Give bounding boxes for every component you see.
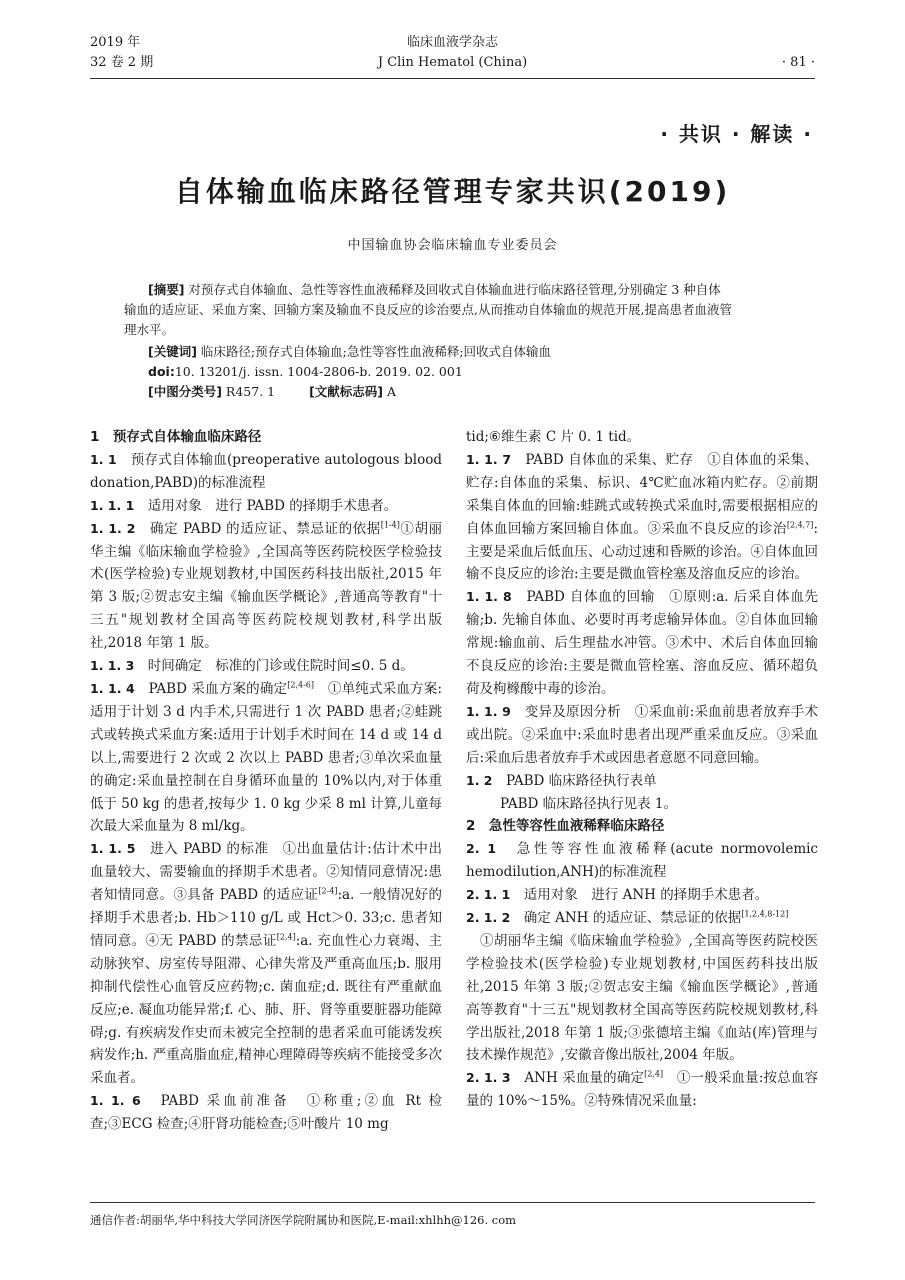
clause-text: PABD 自体血的采集、贮存 ①自体血的采集、贮存:自体血的采集、标识、4℃贮血冰箱内贮存。②前期采集自体血的回输:蛙跳式或转换式采血时,需要根据相应的自体血回输方案回输自体血。③采血不良反应的诊治 [466, 451, 818, 537]
paragraph-text: tid;⑥维生素 C 片 0. 1 tid。 [466, 429, 641, 445]
clause-text: 急性等容性血液稀释(acute normovolemic hemodilution,ANH)的标准流程 [466, 841, 818, 881]
paragraph-continuation [466, 930, 818, 1067]
abstract [124, 280, 794, 340]
clause-number: 1. 1. 6 [90, 1093, 141, 1109]
numbered-paragraph [466, 838, 818, 884]
doi-label: doi: [148, 364, 175, 379]
clause-text: 变异及原因分析 ①采血前:采血前患者放弃手术或出院。②采血中:采血时患者出现严重采血反应。③采血后:采血后患者放弃手术或因患者意愿不同意回输。 [466, 703, 819, 766]
clc-value: R457. 1 [225, 384, 276, 399]
footnote-rule [90, 1202, 815, 1203]
clause-text: 适用对象 进行 PABD 的择期手术患者。 [147, 497, 398, 514]
numbered-paragraph [90, 655, 442, 678]
clause-text: PABD 自体血的回输 ①原则:a. 后采自体血先输;b. 先输自体血、必要时再考虑输异体血。②自体血回输常规:输血前、后生理盐水冲管。③术中、术后自体血回输不良反应的诊治:主要是微血管栓塞、溶血反应、循环超负荷及枸橼酸中毒的诊治。 [466, 589, 819, 697]
doccode-label: [文献标志码] [309, 384, 383, 399]
header-page-number: · 81 · [781, 55, 815, 70]
section-heading-text: 急性等容性血液稀释临床路径 [488, 818, 665, 835]
keywords-label: [关键词] [148, 344, 197, 359]
clause-number: 1. 1. 5 [90, 841, 136, 857]
header-year: 2019 年 [90, 35, 141, 50]
section-number: 1 [90, 429, 100, 445]
citation-ref: [2,4] [276, 932, 296, 942]
numbered-paragraph [90, 838, 442, 1090]
citation-ref: [2,4,7] [786, 520, 814, 530]
clause-text: 进入 PABD 的标准 ①出血量估计:估计术中出血量较大、需要输血的择期手术患者。②知情同意情况:患者知情同意。③具备 PABD 的适应证 [90, 841, 443, 904]
citation-ref: [2-4] [318, 886, 338, 896]
clause-number: 1. 1. 4 [90, 680, 135, 696]
right-column [466, 426, 818, 1113]
doi-row [148, 362, 463, 382]
clause-text: 适用对象 进行 ANH 的择期手术患者。 [523, 887, 769, 904]
footnote: 通信作者:胡丽华,华中科技大学同济医学院附属协和医院,E-mail:xhlhh@126. com [90, 1213, 517, 1227]
clause-text: PABD 采血方案的确定 [148, 680, 288, 697]
clause-number: 1. 1 [90, 451, 117, 467]
numbered-paragraph [466, 770, 818, 793]
numbered-paragraph [466, 907, 818, 930]
left-column [90, 426, 442, 1136]
paragraph-indented [466, 793, 818, 816]
citation-ref: [2,4-6] [287, 680, 315, 690]
header-journal-cn: 临床血液学杂志 [406, 35, 498, 50]
section-tag: · 共识 · 解读 · [660, 122, 813, 146]
clause-text-cont: :主要是采血后低血压、心动过速和昏厥的诊治。④自体血回输不良反应的诊治:主要是微血管栓塞及溶血反应的诊治。 [466, 520, 818, 583]
classification-row [148, 382, 396, 402]
clause-number: 1. 1. 9 [466, 703, 511, 719]
paragraph-text: PABD 临床路径执行见表 1。 [500, 795, 678, 812]
section-heading [466, 815, 818, 838]
clause-number: 1. 2 [466, 772, 493, 788]
numbered-paragraph [466, 1067, 818, 1113]
doi-value: 10. 13201/j. issn. 1004-2806-b. 2019. 02. 001 [174, 364, 463, 379]
abstract-line-2: 输血的适应证、采血方案、回输方案及输血不良反应的诊治要点,从而推动自体输血的规范开展,提高患者血液管 [124, 302, 732, 317]
numbered-paragraph [466, 701, 818, 770]
clc-label: [中图分类号] [148, 384, 222, 399]
clause-number: 1. 1. 1 [90, 497, 135, 513]
citation-ref: [1,2,4,8-12] [741, 909, 789, 919]
clause-text: 确定 PABD 的适应证、禁忌证的依据 [150, 520, 381, 537]
clause-text-cont: :a. 充血性心力衰竭、主动脉狭窄、房室传导阻滞、心律失常及严重高血压;b. 服用抑制代偿性心血管反应药物;c. 菌血症;d. 既往有严重献血反应;e. 凝血功能异常;f. 心、肺、肝、肾等重要脏器功能障碍;g. 有疾病发作史而未被完全控制的患者采血可能诱发疾病发作;h. 严重高脂血症,精神心理障碍等疾病不能接受多次采血者。 [90, 932, 442, 1087]
citation-ref: [2,4] [644, 1069, 664, 1079]
clause-text: 时间确定 标准的门诊或住院时间≤0. 5 d。 [147, 658, 414, 675]
header-volume: 32 卷 2 期 [90, 55, 154, 70]
clause-text-cont: :a. 一般情况好的择期手术患者;b. Hb＞110 g/L 或 Hct＞0. 33;c. 患者知情同意。④无 PABD 的禁忌证 [90, 887, 442, 949]
clause-number: 1. 1. 3 [90, 658, 135, 674]
keywords-row [148, 342, 551, 362]
header-rule [90, 78, 815, 79]
numbered-paragraph [466, 449, 818, 586]
section-heading-text: 预存式自体输血临床路径 [112, 429, 262, 445]
abstract-line-1: 对预存式自体输血、急性等容性血液稀释及回收式自体输血进行临床路径管理,分别确定 3 种自体 [188, 282, 721, 297]
keywords-text: 临床路径;预存式自体输血;急性等容性血液稀释;回收式自体输血 [200, 344, 552, 359]
numbered-paragraph [90, 1090, 442, 1136]
clause-number: 1. 1. 2 [90, 520, 136, 536]
clause-text: ANH 采血量的确定 [524, 1070, 645, 1087]
clause-number: 1. 1. 7 [466, 451, 512, 467]
clause-text: PABD 临床路径执行表单 [506, 772, 657, 789]
paragraph-text: ①胡丽华主编《临床输血学检验》,全国高等医药院校医学检验技术(医学检验)专业规划教材,中国医药科技出版社,2015 年第 3 版;②贺志安主编《输血医学概论》,普通高等教育"十三五"规划教材全国高等医药院校规划教材,科学出版社,2018 年第 1 版;③张德培主编《血站(库)管理与技术操作规范》,安徽音像出版社,2004 年版。 [466, 932, 818, 1064]
clause-text: 预存式自体输血(preoperative autologous blood donation,PABD)的标准流程 [90, 451, 443, 491]
clause-text: PABD 采血前准备 ①称重;②血 Rt 检查;③ECG 检查;④肝肾功能检查;⑤叶酸片 10 mg [90, 1093, 442, 1133]
clause-number: 2. 1. 2 [466, 910, 511, 926]
clause-number: 2. 1. 1 [466, 887, 511, 903]
section-number: 2 [466, 818, 476, 835]
abstract-line-3: 理水平。 [124, 322, 175, 337]
author-line: 中国输血协会临床输血专业委员会 [347, 238, 558, 253]
numbered-paragraph [466, 586, 818, 701]
section-heading [90, 426, 442, 449]
header-journal-en: J Clin Hematol (China) [377, 55, 528, 70]
abstract-label: [摘要] [148, 282, 185, 297]
numbered-paragraph [90, 678, 442, 838]
paragraph-continuation [466, 426, 818, 449]
doccode-value: A [386, 384, 397, 399]
numbered-paragraph [90, 518, 442, 655]
page-title: 自体输血临床路径管理专家共识(2019) [174, 175, 731, 208]
clause-text-cont: ①胡丽华主编《临床输血学检验》,全国高等医药院校医学检验技术(医学检验)专业规划教材,中国医药科技出版社,2015 年第 3 版;②贺志安主编《输血医学概论》,普通高等教育"十三五"规划教材全国高等医药院校规划教材,科学出版社,2018 年第 1 版。 [90, 520, 443, 652]
clause-number: 2. 1 [466, 841, 497, 857]
numbered-paragraph [466, 884, 818, 907]
citation-ref: [1-4] [380, 520, 400, 530]
clause-number: 2. 1. 3 [466, 1070, 511, 1086]
clause-text-cont: ①单纯式采血方案:适用于计划 3 d 内手术,只需进行 1 次 PABD 患者;②蛙跳式或转换式采血方案:适用于计划手术时间在 14 d 或 14 d 以上,需要进行 2 次或 2 次以上 PABD 患者;③单次采血量的确定:采血量控制在自身循环血量的 10%以内,对于体重低于 50 kg 的患者,按每少 1. 0 kg 少采 8 ml 计算,儿童每次最大采血量为 8 ml/kg。 [90, 680, 442, 835]
clause-text: 确定 ANH 的适应证、禁忌证的依据 [523, 910, 742, 927]
numbered-paragraph [90, 495, 442, 518]
clause-number: 1. 1. 8 [466, 589, 512, 605]
clause-text-cont: ①一般采血量:按总血容量的 10%～15%。②特殊情况采血量: [466, 1070, 818, 1110]
numbered-paragraph [90, 449, 442, 495]
